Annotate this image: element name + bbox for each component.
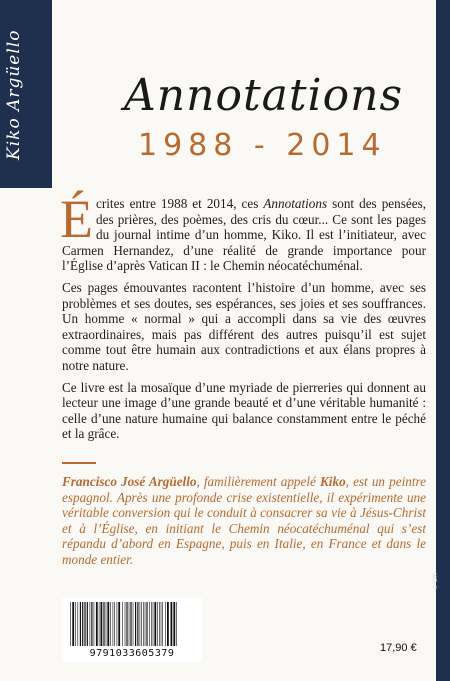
barcode-bar bbox=[118, 602, 120, 646]
barcode-bar bbox=[143, 602, 144, 646]
barcode-bar bbox=[171, 602, 173, 646]
summary-paragraph-3: Ce livre est la mosaïque d’une myriade de pierreries qui donnent au lecteur une image d’une grande beauté et d’une véritable humanité : celle d’une nature humaine qui balance constamment entre le péché et la grâce. bbox=[62, 379, 426, 442]
barcode-bar bbox=[75, 602, 76, 646]
barcode-bar bbox=[126, 602, 127, 646]
barcode-bar bbox=[70, 602, 71, 646]
barcode-bar bbox=[107, 602, 109, 646]
barcode-bar bbox=[130, 602, 131, 646]
summary-paragraph-2: Ces pages émouvantes racontent l’histoire d’un homme, avec ses problèmes et ses doutes, ses espérances, ses joies et ses souffrances. Un homme « normal » qui a accompli dans sa vie des œuvres extraordinaires, mais pas différent des autres puisqu’il est sujet comme tout être humain aux contradictions et aux élans propres à notre nature. bbox=[62, 279, 426, 373]
barcode-bar bbox=[157, 602, 158, 646]
barcode-bars bbox=[68, 602, 196, 648]
barcode-bar bbox=[99, 602, 100, 646]
barcode-bar bbox=[149, 602, 150, 646]
barcode-bar bbox=[110, 602, 111, 646]
barcode-bar bbox=[173, 602, 175, 646]
photo-credit: © DR bbox=[432, 573, 439, 590]
barcode-bar bbox=[167, 602, 169, 646]
barcode-bar bbox=[106, 602, 107, 646]
barcode-bar bbox=[153, 602, 154, 646]
barcode-bar bbox=[117, 602, 118, 646]
barcode-bar bbox=[137, 602, 138, 646]
author-bio: Francisco José Argüello, familièrement appelé Kiko, est un peintre espagnol. Après une profonde crise existentielle, il expérimente une véritable conversion qui le conduit à consacrer sa vie à Jésus-Christ et à l’Église, en initiant le Chemin néocatéchuménal qui s’est répandu d’abord en Espagne, puis en Italie, en France et dans le monde entier. bbox=[62, 474, 426, 567]
barcode-bar bbox=[78, 602, 79, 646]
barcode-bar bbox=[154, 602, 156, 646]
barcode-bar bbox=[151, 602, 152, 646]
barcode-bar bbox=[84, 602, 85, 646]
barcode-bar bbox=[129, 602, 130, 646]
barcode-bar bbox=[125, 602, 126, 646]
barcode-bar bbox=[80, 602, 81, 646]
summary-paragraph-1: Écrites entre 1988 et 2014, ces Annotations sont des pensées, des prières, des poèmes, des cris du cœur... Ce sont les pages du journal intime d’un homme, Kiko. Il est l’initiateur, avec Carmen Hernandez, d’une réalité de grande importance pour l’Église d’après Vatican II : le Chemin néocatéchuménal. bbox=[60, 189, 426, 274]
drop-cap: É bbox=[60, 189, 93, 249]
barcode-bar bbox=[72, 602, 74, 646]
handwritten-years: 1988 - 2014 bbox=[138, 128, 387, 163]
barcode bbox=[62, 598, 202, 662]
barcode-number: 9791033605379 bbox=[89, 648, 175, 659]
barcode-bar bbox=[94, 602, 95, 646]
barcode-bar bbox=[133, 602, 134, 646]
barcode-bar bbox=[176, 602, 177, 646]
handwritten-title: Annotations bbox=[124, 70, 404, 121]
barcode-bar bbox=[90, 602, 91, 646]
barcode-bar bbox=[91, 602, 92, 646]
barcode-bar bbox=[165, 602, 166, 646]
barcode-bar bbox=[82, 602, 83, 646]
accent-divider bbox=[62, 462, 96, 464]
barcode-bar bbox=[122, 602, 123, 646]
summary-text bbox=[60, 189, 426, 448]
barcode-bar bbox=[135, 602, 136, 646]
barcode-bar bbox=[87, 602, 88, 646]
barcode-bar bbox=[96, 602, 98, 646]
barcode-bar bbox=[140, 602, 141, 646]
barcode-bar bbox=[114, 602, 115, 646]
barcode-bar bbox=[159, 602, 160, 646]
spine-band bbox=[0, 0, 52, 188]
author-nickname: Kiko bbox=[320, 474, 346, 489]
spine-author: Kiko Argüello bbox=[4, 29, 24, 160]
barcode-bar bbox=[113, 602, 114, 646]
author-name: Francisco José Argüello bbox=[62, 474, 197, 489]
barcode-bar bbox=[103, 602, 104, 646]
price: 17,90 € bbox=[380, 642, 417, 654]
barcode-bar bbox=[161, 602, 162, 646]
barcode-bar bbox=[146, 602, 147, 646]
barcode-bar bbox=[145, 602, 146, 646]
barcode-bar bbox=[141, 602, 142, 646]
barcode-bar bbox=[162, 602, 163, 646]
barcode-bar bbox=[101, 602, 103, 646]
